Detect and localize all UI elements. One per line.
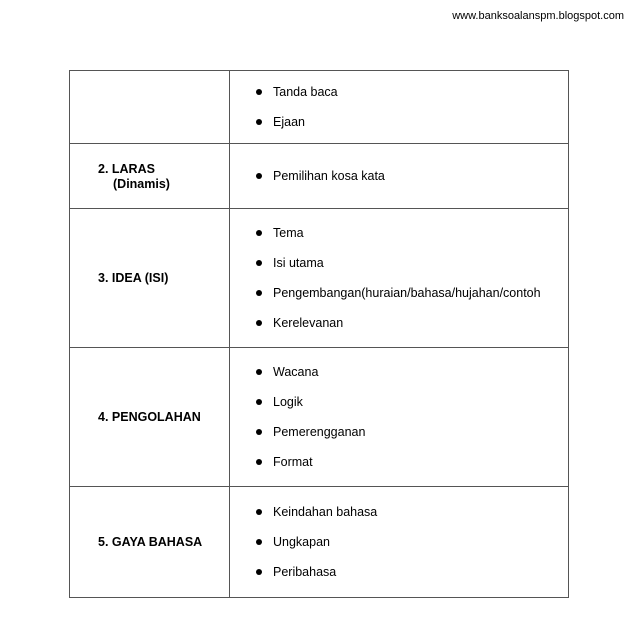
- criteria-cell: [70, 71, 230, 144]
- table-row: [70, 209, 569, 348]
- aspect-text: Logik: [273, 395, 303, 409]
- aspects-cell: [230, 209, 569, 348]
- list-item: [256, 387, 568, 417]
- list-item: [256, 278, 568, 308]
- aspect-text: Peribahasa: [273, 565, 337, 579]
- aspect-text: Pengembangan(huraian/bahasa/hujahan/contoh: [273, 286, 541, 300]
- aspect-list: [256, 357, 568, 477]
- aspect-text: Format: [273, 455, 313, 469]
- list-item: [256, 557, 568, 587]
- aspect-list: [256, 161, 568, 191]
- aspect-text: Ejaan: [273, 115, 305, 129]
- aspects-cell: [230, 348, 569, 487]
- aspect-list: [256, 497, 568, 587]
- list-item: [256, 417, 568, 447]
- bullet-icon: [256, 509, 262, 515]
- list-item: [256, 447, 568, 477]
- list-item: [256, 248, 568, 278]
- criteria-label: 4. PENGOLAHAN: [98, 410, 201, 424]
- aspect-text: Tema: [273, 226, 304, 240]
- bullet-icon: [256, 260, 262, 266]
- bullet-icon: [256, 399, 262, 405]
- bullet-icon: [256, 569, 262, 575]
- list-item: [256, 527, 568, 557]
- aspect-text: Isi utama: [273, 256, 324, 270]
- rubric-table: [69, 70, 569, 598]
- aspect-text: Wacana: [273, 365, 319, 379]
- criteria-cell: [70, 487, 230, 598]
- criteria-cell: [70, 348, 230, 487]
- table-row: [70, 144, 569, 209]
- table-row: [70, 348, 569, 487]
- bullet-icon: [256, 119, 262, 125]
- bullet-icon: [256, 290, 262, 296]
- aspects-cell: [230, 71, 569, 144]
- criteria-label: 2. LARAS: [98, 161, 155, 176]
- aspects-cell: [230, 487, 569, 598]
- source-url: www.banksoalanspm.blogspot.com: [452, 10, 624, 22]
- bullet-icon: [256, 459, 262, 465]
- bullet-icon: [256, 429, 262, 435]
- bullet-icon: [256, 369, 262, 375]
- aspect-text: Tanda baca: [273, 85, 338, 99]
- list-item: [256, 308, 568, 338]
- criteria-label: 5. GAYA BAHASA: [98, 535, 203, 549]
- aspects-cell: [230, 144, 569, 209]
- aspect-text: Kerelevanan: [273, 316, 344, 330]
- criteria-cell: [70, 209, 230, 348]
- aspect-text: Pemerengganan: [273, 425, 366, 439]
- aspect-text: Keindahan bahasa: [273, 505, 378, 519]
- criteria-cell: [70, 144, 230, 209]
- aspect-text: Ungkapan: [273, 535, 330, 549]
- criteria-label: 3. IDEA (ISI): [98, 271, 169, 285]
- list-item: [256, 77, 568, 107]
- bullet-icon: [256, 230, 262, 236]
- aspect-list: [256, 77, 568, 137]
- list-item: [256, 357, 568, 387]
- aspect-list: [256, 218, 568, 338]
- aspect-text: Pemilihan kosa kata: [273, 169, 385, 183]
- bullet-icon: [256, 89, 262, 95]
- list-item: [256, 218, 568, 248]
- bullet-icon: [256, 320, 262, 326]
- bullet-icon: [256, 173, 262, 179]
- list-item: [256, 107, 568, 137]
- list-item: [256, 497, 568, 527]
- criteria-sublabel: (Dinamis): [113, 176, 170, 191]
- table-row: [70, 487, 569, 598]
- list-item: [256, 161, 568, 191]
- bullet-icon: [256, 539, 262, 545]
- table-row: [70, 71, 569, 144]
